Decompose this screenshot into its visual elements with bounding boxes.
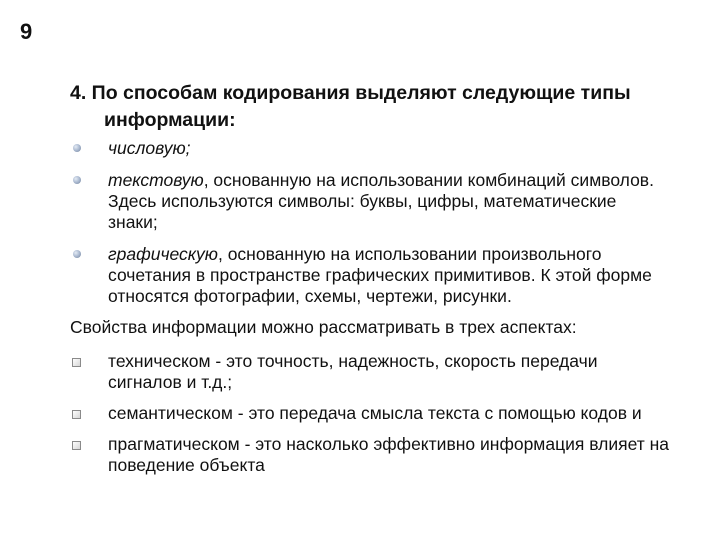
aspect-text: семантическом - это передача смысла текста с помощью кодов и: [108, 403, 642, 423]
type-term: графическую: [108, 244, 218, 264]
list-item-semantic: [70, 403, 670, 424]
slide-heading: 4. По способам кодирования выделяют следующие типы информации:: [70, 82, 631, 131]
slide-content: [70, 80, 670, 476]
square-bullet-icon: [72, 441, 81, 450]
square-bullet-icon: [72, 358, 81, 367]
properties-intro: Свойства информации можно рассматривать в трех аспектах:: [70, 317, 577, 337]
list-item-technical: [70, 351, 670, 393]
list-item-pragmatic: [70, 434, 670, 476]
round-bullet-icon: [73, 144, 81, 152]
round-bullet-icon: [73, 176, 81, 184]
type-description: , основанную на использовании комбинаций символов. Здесь используются символы: буквы, цифры, математические знаки;: [108, 170, 654, 232]
type-term: текстовую: [108, 170, 204, 190]
list-item-numeric: [70, 138, 670, 159]
aspect-text: техническом - это точность, надежность, скорость передачи сигналов и т.д.;: [108, 351, 598, 392]
list-item-text: [70, 170, 670, 233]
square-bullet-icon: [72, 410, 81, 419]
slide-number: 9: [20, 19, 33, 44]
type-term: числовую;: [108, 138, 191, 158]
aspect-text: прагматическом - это насколько эффективно информация влияет на поведение объекта: [108, 434, 669, 475]
type-description: , основанную на использовании произвольного сочетания в пространстве графических примитивов. К этой форме относятся фотографии, схемы, чертежи, рисунки.: [108, 244, 652, 306]
list-item-graphic: [70, 244, 670, 307]
round-bullet-icon: [73, 250, 81, 258]
